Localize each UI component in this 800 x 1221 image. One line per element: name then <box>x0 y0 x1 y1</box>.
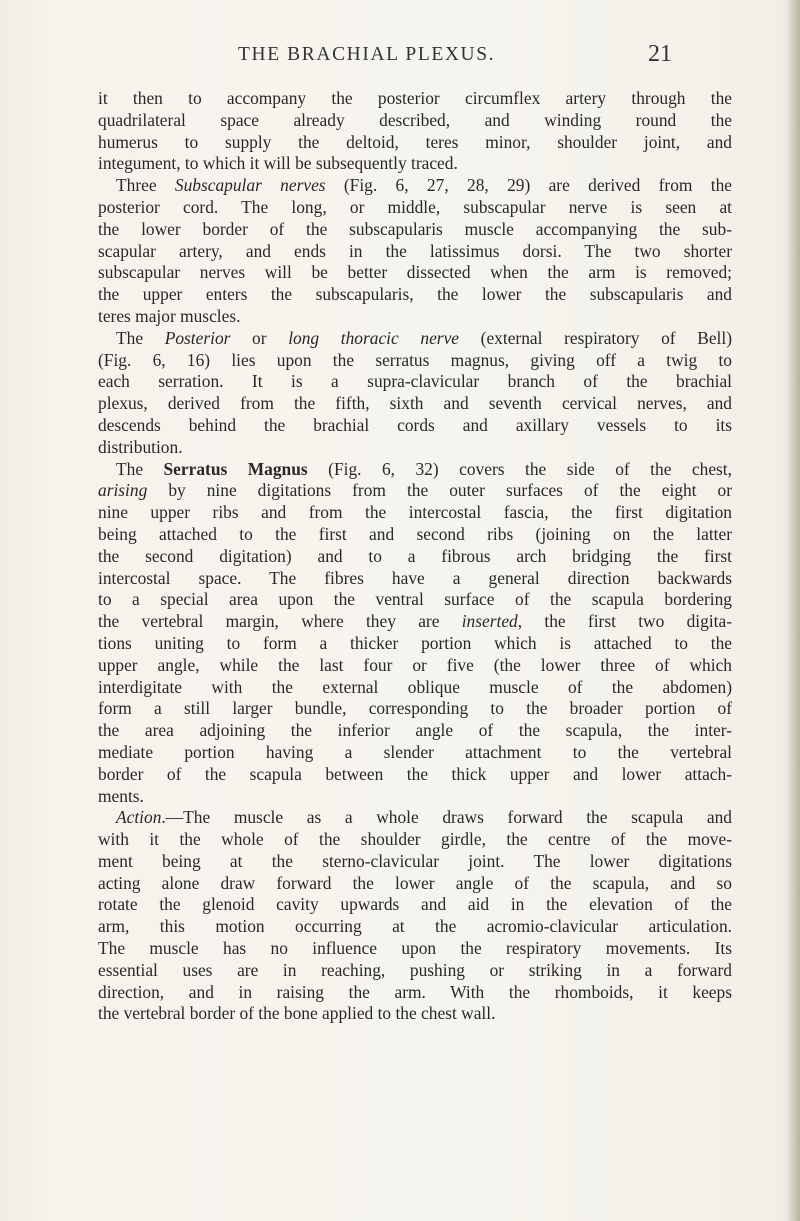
text-line <box>98 894 732 916</box>
text-line <box>98 110 732 132</box>
text-run: descends behind the brachial cords and axillary vessels to its <box>98 414 732 435</box>
text-run: scapular artery, and ends in the latissimus dorsi. The two shorter <box>98 240 732 261</box>
text-run: , the first two digita- <box>517 611 732 632</box>
text-line <box>98 197 732 219</box>
text-line <box>98 698 732 720</box>
text-line <box>98 132 732 154</box>
text-run: the vertebral border of the bone applied to the chest wall. <box>98 1003 496 1024</box>
text-line <box>98 502 732 524</box>
text-run: acting alone draw forward the lower angle of the scapula, and so <box>98 872 732 893</box>
body-text <box>98 88 732 1025</box>
text-line <box>98 611 732 633</box>
text-line <box>98 851 732 873</box>
text-run: to a special area upon the ventral surface of the scapula bordering <box>98 589 732 610</box>
text-line <box>98 437 732 459</box>
text-run: nine upper ribs and from the intercostal fascia, the first digitation <box>98 502 732 523</box>
running-head <box>0 41 800 74</box>
text-line <box>98 960 732 982</box>
text-run: it then to accompany the posterior circumflex artery through the <box>98 88 732 108</box>
text-line <box>98 480 732 502</box>
text-line <box>98 829 732 851</box>
italic-text: long thoracic nerve <box>288 327 460 348</box>
text-line <box>98 88 732 110</box>
text-line <box>98 938 732 960</box>
text-run: .—The muscle as a whole draws forward the scapula and <box>161 807 732 828</box>
text-run: with it the whole of the shoulder girdle, the centre of the move- <box>98 829 732 850</box>
text-run: being attached to the first and second ribs (joining on the latter <box>98 523 732 544</box>
text-run: interdigitate with the external oblique muscle of the abdomen) <box>98 676 732 697</box>
text-run: direction, and in raising the arm. With the rhomboids, it keeps <box>98 981 732 1002</box>
text-line <box>98 1003 732 1025</box>
text-run: arm, this motion occurring at the acromio-clavicular articulation. <box>98 916 732 937</box>
text-run: The muscle has no influence upon the respiratory movements. Its <box>98 938 732 959</box>
text-run: the upper enters the subscapularis, the lower the subscapularis and <box>98 284 732 305</box>
text-line <box>98 982 732 1004</box>
text-line <box>98 219 732 241</box>
text-line <box>98 262 732 284</box>
text-run: the vertebral margin, where they are <box>98 611 462 632</box>
page-number: 21 <box>648 41 672 67</box>
text-run: intercostal space. The fibres have a general direction backwards <box>98 567 732 588</box>
text-line <box>98 633 732 655</box>
text-run: humerus to supply the deltoid, teres minor, shoulder joint, and <box>98 131 732 152</box>
text-line <box>98 546 732 568</box>
italic-text: inserted <box>461 611 518 632</box>
text-run: border of the scapula between the thick upper and lower attach- <box>98 763 732 784</box>
text-run: tions uniting to form a thicker portion which is attached to the <box>98 632 732 653</box>
text-run: the second digitation) and to a fibrous arch bridging the first <box>98 545 732 566</box>
text-run: distribution. <box>98 436 183 457</box>
text-run: ment being at the sterno-clavicular joint. The lower digitations <box>98 850 732 871</box>
italic-text: Subscapular nerves <box>174 175 326 196</box>
text-run: (external respiratory of Bell) <box>459 327 733 348</box>
text-run: posterior cord. The long, or middle, subscapular nerve is seen at <box>98 196 732 217</box>
text-line <box>98 764 732 786</box>
text-run: rotate the glenoid cavity upwards and aid in the elevation of the <box>98 894 732 915</box>
text-run: quadrilateral space already described, and winding round the <box>98 109 732 130</box>
text-line <box>98 459 732 481</box>
text-line <box>98 415 732 437</box>
text-run: ments. <box>98 785 144 806</box>
text-run: (Fig. 6, 27, 28, 29) are derived from the <box>325 175 732 196</box>
text-line <box>98 284 732 306</box>
text-run: or <box>230 327 289 348</box>
text-line <box>98 350 732 372</box>
page-edge <box>786 0 800 1221</box>
text-run: Three <box>116 175 175 196</box>
text-line <box>98 720 732 742</box>
italic-text: arising <box>98 480 148 501</box>
text-run: (Fig. 6, 32) covers the side of the chest, <box>307 458 732 479</box>
text-run: form a still larger bundle, corresponding to the broader portion of <box>98 698 732 719</box>
text-line <box>98 589 732 611</box>
text-line <box>98 655 732 677</box>
text-line <box>98 328 732 350</box>
text-run: The <box>116 458 164 479</box>
text-run: by nine digitations from the outer surfaces of the eight or <box>147 480 732 501</box>
text-line <box>98 153 732 175</box>
text-run: (Fig. 6, 16) lies upon the serratus magnus, giving off a twig to <box>98 349 732 370</box>
bold-text: Serratus Magnus <box>163 458 308 479</box>
text-line <box>98 306 732 328</box>
text-line <box>98 916 732 938</box>
text-line <box>98 742 732 764</box>
text-run: subscapular nerves will be better dissected when the arm is removed; <box>98 262 732 283</box>
text-line <box>98 677 732 699</box>
text-line <box>98 175 732 197</box>
text-run: integument, to which it will be subsequently traced. <box>98 153 458 174</box>
text-line <box>98 568 732 590</box>
text-run: The <box>116 327 165 348</box>
text-line <box>98 371 732 393</box>
text-run: upper angle, while the last four or five (the lower three of which <box>98 654 732 675</box>
text-run: teres major muscles. <box>98 305 241 326</box>
text-run: essential uses are in reaching, pushing or striking in a forward <box>98 959 732 980</box>
text-line <box>98 524 732 546</box>
text-run: plexus, derived from the fifth, sixth and seventh cervical nerves, and <box>98 393 732 414</box>
text-run: mediate portion having a slender attachment to the vertebral <box>98 741 732 762</box>
text-line <box>98 807 732 829</box>
text-line <box>98 873 732 895</box>
italic-text: Action <box>116 807 162 828</box>
text-line <box>98 241 732 263</box>
italic-text: Posterior <box>164 327 231 348</box>
text-line <box>98 393 732 415</box>
text-run: the area adjoining the inferior angle of the scapula, the inter- <box>98 720 732 741</box>
text-run: the lower border of the subscapularis muscle accompanying the sub- <box>98 218 732 239</box>
text-run: each serration. It is a supra-clavicular branch of the brachial <box>98 371 732 392</box>
running-head-title: THE BRACHIAL PLEXUS. <box>238 44 496 65</box>
text-line <box>98 786 732 808</box>
